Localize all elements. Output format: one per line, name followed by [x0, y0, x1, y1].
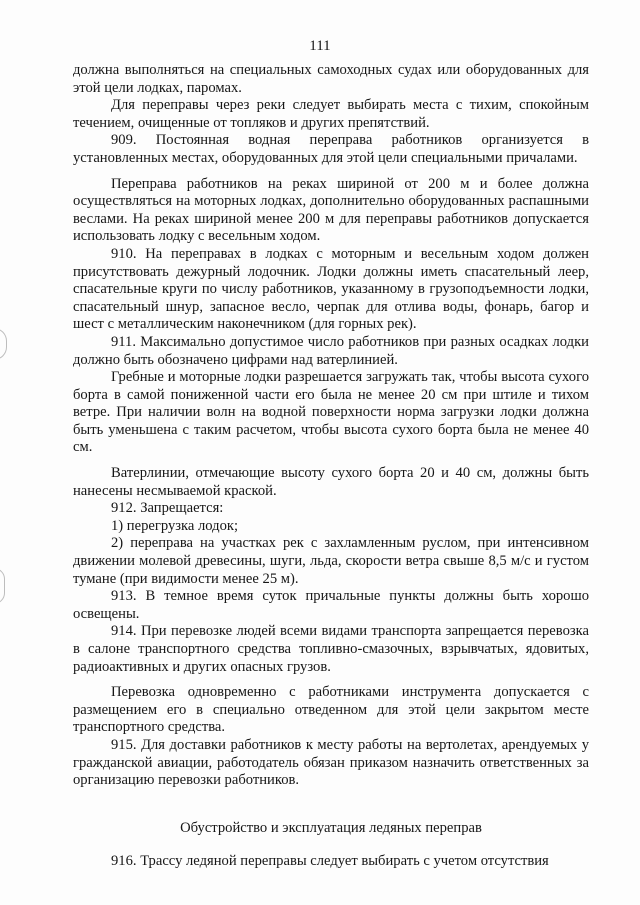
paragraph-910: 910. На переправах в лодках с моторным и весельным ходом должен присутствовать дежурный лодочник. Лодки должны иметь спасательный леер, спасательные круги по числу работников, указанному в грузоподъемности лодки, спасательный шнур, запасное весло, черпак для отлива воды, фонарь, багор и шест с металлическим наконечником (для горных рек).	[73, 245, 589, 333]
section-heading: Обустройство и эксплуатация ледяных переправ	[180, 819, 482, 836]
paragraph-909: 909. Постоянная водная переправа работников организуется в установленных местах, оборудованных для этой цели специальными причалами.	[73, 132, 589, 166]
paragraph: Перевозка одновременно с работниками инструмента допускается с размещением его в специально отведенном для этой цели закрытом месте транспортного средства.	[73, 684, 589, 736]
list-item-2: 2) переправа на участках рек с захламленным руслом, при интенсивном движении молевой древесины, шуги, льда, скорости ветра свыше 8,5 м/с и густом тумане (при видимости менее 25 м).	[73, 535, 589, 587]
paragraph: Ватерлинии, отмечающие высоту сухого борта 20 и 40 см, должны быть нанесены несмываемой краской.	[73, 465, 589, 499]
punch-hole-mark	[0, 568, 5, 604]
paragraph: Переправа работников на реках шириной от 200 м и более должна осуществляться на моторных лодках, дополнительно оборудованных распашными веслами. На реках шириной менее 200 м для переправы работников допускается использовать лодку с весельным ходом.	[73, 175, 589, 245]
paragraph: Гребные и моторные лодки разрешается загружать так, чтобы высота сухого борта в самой пониженной части его была не менее 20 см при штиле и тихом ветре. При наличии волн на водной поверхности норма загрузки лодки должна быть уменьшена с таким расчетом, чтобы высота сухого борта была не менее 40 см.	[73, 369, 589, 456]
paragraph-912: 912. Запрещается:	[111, 500, 224, 517]
paragraph-915: 915. Для доставки работников к месту работы на вертолетах, арендуемых у гражданской авиации, работодатель обязан приказом назначить ответственных за организацию перевозки работников.	[73, 736, 589, 789]
paragraph: Для переправы через реки следует выбирать места с тихим, спокойным течением, очищенные от топляков и других препятствий.	[73, 97, 589, 131]
paragraph-914: 914. При перевозке людей всеми видами транспорта запрещается перевозка в салоне транспортного средства топливно-смазочных, взрывчатых, ядовитых, радиоактивных и других опасных грузов.	[73, 623, 589, 675]
punch-hole-mark	[0, 328, 7, 360]
document-body	[73, 62, 589, 871]
page-number: 111	[309, 38, 331, 54]
paragraph-911: 911. Максимально допустимое число работников при разных осадках лодки должно быть обозначено цифрами над ватерлинией.	[73, 333, 589, 368]
paragraph-continuation: должна выполняться на специальных самоходных судах или оборудованных для этой цели лодках, паромах.	[73, 62, 589, 96]
list-item-1: 1) перегрузка лодок;	[111, 517, 239, 534]
paragraph-913: 913. В темное время суток причальные пункты должны быть хорошо освещены.	[73, 588, 589, 622]
paragraph-916: 916. Трассу ледяной переправы следует выбирать с учетом отсутствия	[111, 853, 549, 870]
